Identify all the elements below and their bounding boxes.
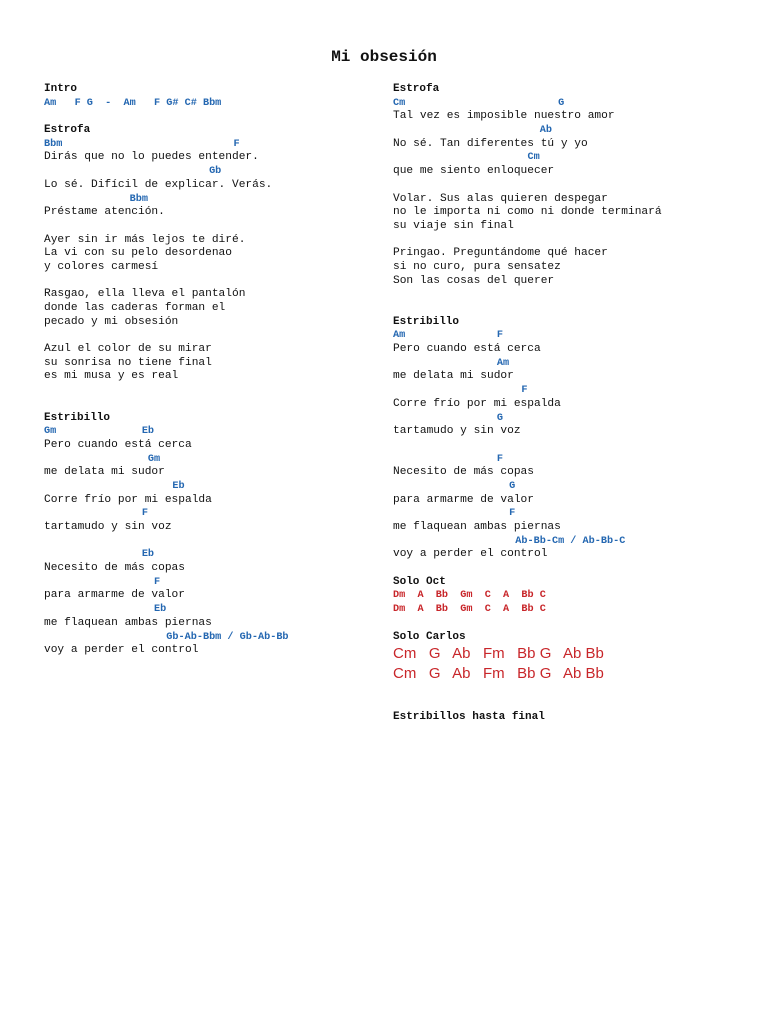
lyric-line: tartamudo y sin voz [393, 425, 521, 438]
chord-line: F [44, 508, 148, 520]
lyric-line: Corre frío por mi espalda [393, 397, 561, 410]
section-heading: Estribillo [393, 315, 460, 328]
chord-line: F [44, 576, 161, 588]
lyric-line: Dirás que no lo puedes entender. [44, 151, 259, 164]
chord-line: Eb [44, 480, 185, 492]
lyric-line: me flaquean ambas piernas [44, 616, 212, 629]
chord-line: Bbm F [44, 138, 240, 150]
chord-line: Cm G [393, 97, 565, 109]
lyric-line: me flaquean ambas piernas [393, 521, 561, 533]
solo-chord-line: Dm A Bb Gm C A Bb C [393, 590, 546, 602]
lyric-line: me delata mi sudor [44, 466, 165, 479]
lyric-line: para armarme de valor [393, 493, 534, 506]
solo-chord-line-large: Cm G Ab Fm Bb G Ab Bb [393, 664, 604, 682]
chord-line: F [393, 508, 516, 520]
spacer [393, 302, 738, 316]
lyric-line: Pringao. Preguntándome qué hacer [393, 247, 608, 260]
lyric-line: Pero cuando está cerca [44, 438, 192, 451]
lyric-line: Ayer sin ir más lejos te diré. [44, 233, 246, 246]
section-heading: Solo Carlos [393, 630, 466, 643]
chord-line: Ab-Bb-Cm / Ab-Bb-C [393, 535, 626, 547]
chord-line: Gm Eb [44, 426, 155, 438]
section-heading: Estribillos hasta final [393, 710, 545, 723]
spacer [393, 234, 738, 248]
lyric-line: Lo sé. Difícil de explicar. Verás. [44, 178, 273, 191]
chord-line: Am [393, 357, 510, 369]
chord-line: Ab [393, 125, 552, 137]
spacer [393, 697, 738, 711]
lyric-line: que me siento enloquecer [393, 165, 555, 178]
chord-line: G [393, 412, 504, 424]
chord-line: F [393, 453, 504, 465]
lyric-line: donde las caderas forman el [44, 302, 226, 314]
spacer [393, 179, 738, 193]
spacer [393, 683, 738, 697]
chord-line: Am F [393, 330, 504, 342]
chord-line: Am F G - Am F G# C# Bbm [44, 97, 222, 109]
lyric-line: voy a perder el control [393, 548, 548, 561]
lyric-line: si no curo, pura sensatez [393, 260, 561, 273]
lyric-line: y colores carmesí [44, 260, 159, 273]
spacer [44, 535, 389, 549]
section-heading: Solo Oct [393, 575, 446, 588]
lyric-line: Préstame atención. [44, 206, 165, 219]
lyric-line: Rasgao, ella lleva el pantalón [44, 288, 246, 301]
lyric-line: su viaje sin final [393, 219, 514, 232]
section-heading: Estrofa [44, 124, 91, 137]
chord-line: Cm [393, 152, 540, 164]
lyric-line: Volar. Sus alas quieren despegar [393, 192, 608, 205]
section-heading: Estrofa [393, 83, 440, 95]
chord-line: F [393, 385, 528, 397]
solo-chord-line: Dm A Bb Gm C A Bb C [393, 604, 546, 616]
spacer [44, 398, 389, 412]
lyric-line: Pero cuando está cerca [393, 343, 541, 356]
left-column [44, 83, 389, 658]
lyric-line: para armarme de valor [44, 589, 185, 602]
spacer [44, 110, 389, 124]
lyric-line: Son las cosas del querer [393, 274, 555, 287]
spacer [393, 617, 738, 631]
lyric-line: Corre frío por mi espalda [44, 493, 212, 506]
chord-line: Eb [44, 549, 155, 561]
spacer [393, 439, 738, 453]
lyric-line: Necesito de más copas [44, 562, 185, 575]
lyric-line: su sonrisa no tiene final [44, 356, 212, 369]
chord-line: Gb-Ab-Bbm / Gb-Ab-Bb [44, 631, 289, 643]
spacer [44, 220, 389, 234]
lyric-line: No sé. Tan diferentes tú y yo [393, 137, 588, 150]
lyric-line: Tal vez es imposible nuestro amor [393, 110, 615, 123]
spacer [44, 275, 389, 289]
right-column [393, 83, 738, 724]
section-heading: Intro [44, 83, 78, 95]
spacer [393, 562, 738, 576]
lyric-line: no le importa ni como ni donde terminará [393, 206, 662, 219]
chord-line: Eb [44, 604, 167, 616]
lyric-line: Azul el color de su mirar [44, 343, 212, 356]
spacer [44, 329, 389, 343]
chord-line: Gm [44, 453, 161, 465]
chord-line: Bbm [44, 193, 148, 205]
lyric-line: es mi musa y es real [44, 370, 179, 383]
lyric-line: Necesito de más copas [393, 466, 534, 479]
chord-line: G [393, 480, 516, 492]
spacer [393, 288, 738, 302]
lyric-line: La vi con su pelo desordenao [44, 247, 232, 260]
lyric-line: pecado y mi obsesión [44, 315, 179, 328]
lyric-line: tartamudo y sin voz [44, 521, 172, 533]
song-title: Mi obsesión [331, 48, 437, 66]
spacer [44, 384, 389, 398]
lyric-line: me delata mi sudor [393, 370, 514, 383]
solo-chord-line-large: Cm G Ab Fm Bb G Ab Bb [393, 645, 604, 663]
lyric-line: voy a perder el control [44, 644, 199, 657]
section-heading: Estribillo [44, 411, 111, 424]
chord-line: Gb [44, 166, 222, 178]
